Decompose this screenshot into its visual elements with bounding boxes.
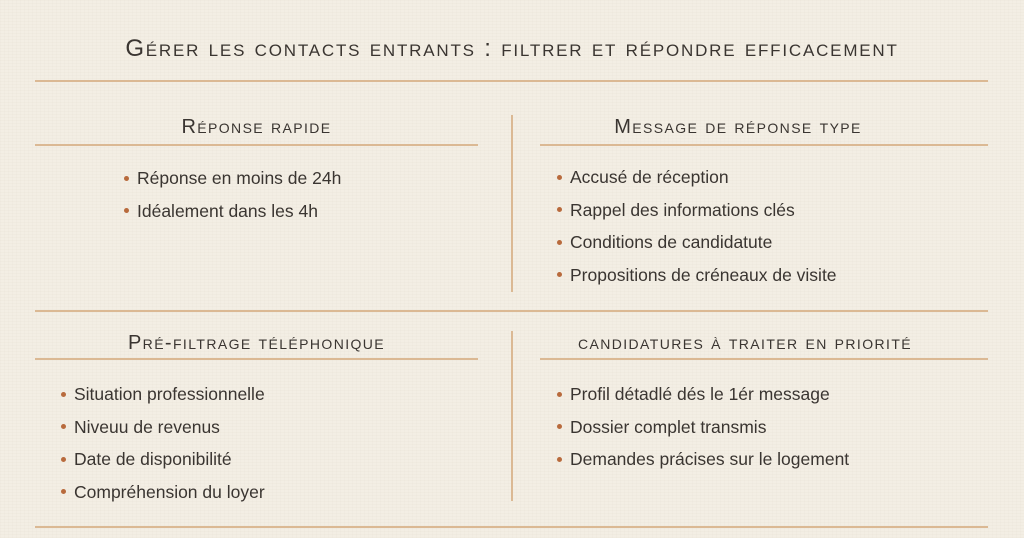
list-item (61, 378, 265, 411)
section-heading-template-message: Message de réponse type (614, 116, 862, 138)
section-underline (35, 358, 478, 360)
section-underline (540, 358, 988, 360)
bullet-dot-icon (557, 240, 562, 245)
list-item (557, 443, 849, 476)
bullet-dot-icon (61, 392, 66, 397)
bullet-dot-icon (124, 208, 129, 213)
section-heading-quick-reply: Réponse rapide (181, 116, 332, 138)
list-item (557, 259, 837, 292)
list-item (557, 161, 837, 194)
list-item (557, 194, 837, 227)
list-item-text: Propositions de créneaux de visite (570, 264, 837, 285)
list-item (61, 443, 265, 476)
bullet-dot-icon (61, 489, 66, 494)
title-divider (35, 80, 988, 82)
list-item (61, 411, 265, 444)
section-heading-phone-screening: Pré-filtrage téléphonique (127, 332, 386, 354)
bullet-dot-icon (124, 176, 129, 181)
list-item-text: Conditions de candidatute (570, 232, 773, 252)
list-item-text: Rappel des informations clés (570, 199, 795, 220)
list-item-text: Situation professionnelle (74, 384, 265, 404)
bullet-list-priority-applications (557, 378, 849, 476)
bullet-dot-icon (61, 424, 66, 429)
list-item-text: Profil détadlé dés le 1ér message (570, 384, 830, 404)
bullet-list-quick-reply (124, 162, 341, 227)
section-underline (35, 144, 478, 146)
bullet-dot-icon (557, 424, 562, 429)
bottom-divider (35, 526, 988, 528)
list-item-text: Compréhension du loyer (74, 481, 265, 502)
section-underline (540, 144, 988, 146)
bullet-dot-icon (61, 457, 66, 462)
list-item (61, 476, 265, 509)
list-item-text: Idéalement dans les 4h (137, 200, 318, 221)
list-item-text: Niveuu de revenus (74, 416, 220, 437)
list-item (557, 226, 837, 259)
list-item-text: Accusé de réception (570, 167, 729, 187)
bullet-dot-icon (557, 272, 562, 277)
list-item (557, 411, 849, 444)
bullet-dot-icon (557, 392, 562, 397)
section-heading-priority-applications: candidatures à traiter en priorité (577, 332, 913, 354)
list-item (124, 195, 341, 228)
bullet-dot-icon (557, 175, 562, 180)
list-item (124, 162, 341, 195)
list-item-text: Réponse en moins de 24h (137, 168, 342, 188)
list-item-text: Date de disponibilité (74, 449, 232, 469)
bullet-list-phone-screening (61, 378, 265, 508)
list-item-text: Demandes prácises sur le logement (570, 449, 850, 469)
row-divider (35, 310, 988, 312)
bullet-dot-icon (557, 207, 562, 212)
list-item-text: Dossier complet transmis (570, 416, 767, 437)
column-divider (511, 115, 513, 292)
page-title: Gérer les contacts entrants : filtrer et répondre efficacement (125, 35, 899, 62)
bullet-list-template-message (557, 161, 837, 291)
bullet-dot-icon (557, 457, 562, 462)
list-item (557, 378, 849, 411)
